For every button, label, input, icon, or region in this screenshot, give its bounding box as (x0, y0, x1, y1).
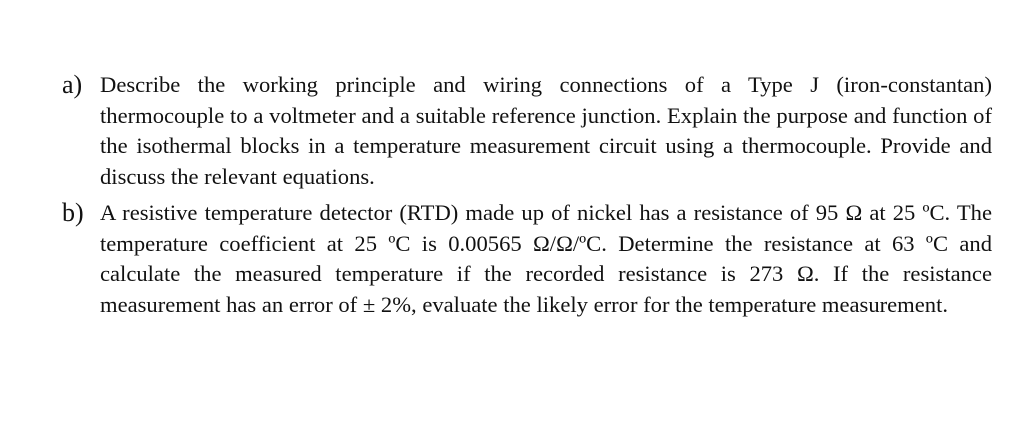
question-marker: b) (62, 198, 84, 227)
question-marker: a) (62, 70, 83, 99)
question-text: Describe the working principle and wiring connections of a Type J (iron-constantan) thermocouple to a voltmeter and a suitable reference junction. Explain the purpose and function of the isothermal blocks in a temperature measurement circuit using a thermocouple. Provide and discuss the relevant equations. (100, 72, 992, 189)
question-a (62, 70, 992, 192)
question-text: A resistive temperature detector (RTD) made up of nickel has a resistance of 95 Ω at 25 ºC. The temperature coefficient at 25 ºC is 0.00565 Ω/Ω/ºC. Determine the resistance at 63 ºC and calculate the measured temperature if the recorded resistance is 273 Ω. If the resistance measurement has an error of ± 2%, evaluate the likely error for the temperature measurement. (100, 200, 992, 317)
question-b (62, 198, 992, 320)
